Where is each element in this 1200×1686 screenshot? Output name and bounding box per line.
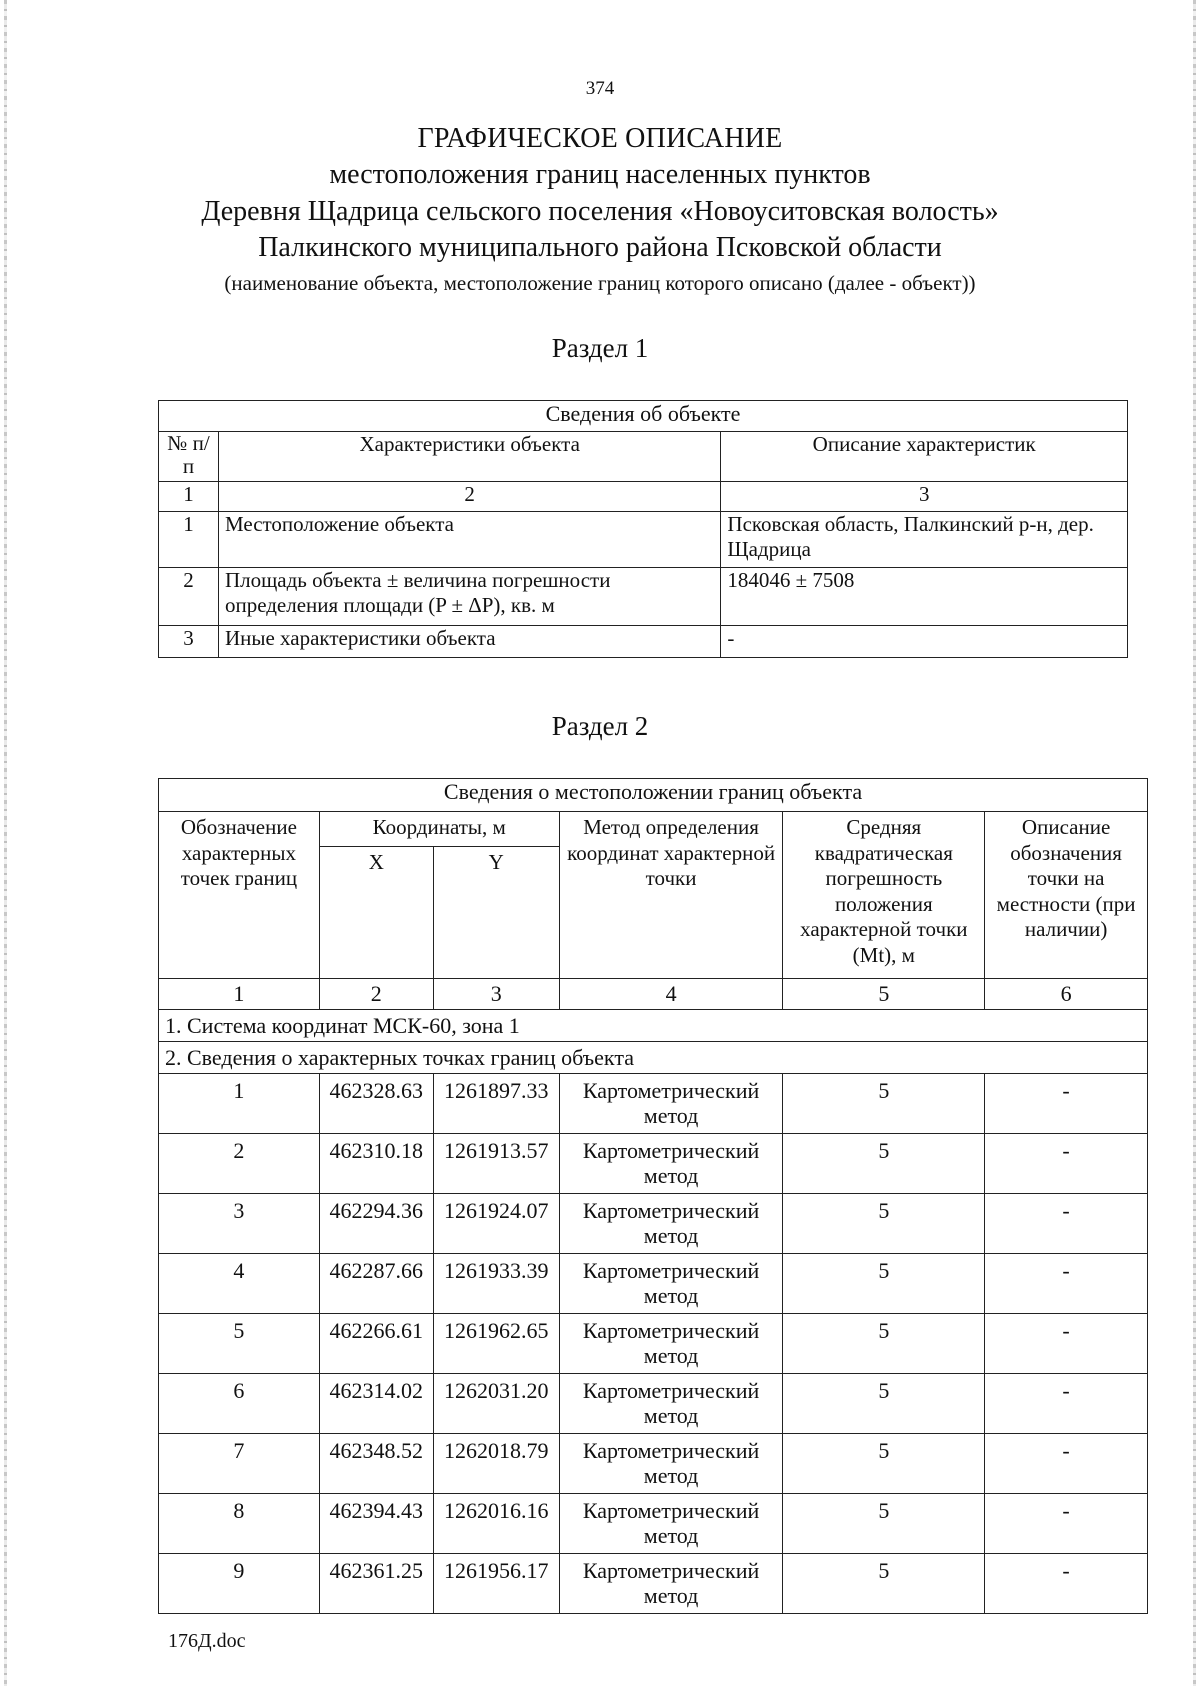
- point-error: 5: [783, 1434, 985, 1494]
- subtitle-line-3: Палкинского муниципального района Псковской области: [258, 232, 942, 263]
- table-row: [159, 1074, 1148, 1134]
- column-header-method: Метод определения координат характерной точки: [559, 812, 783, 979]
- row-number: 3: [159, 626, 219, 658]
- point-method: Картометрический метод: [559, 1494, 783, 1554]
- point-x: 462394.43: [319, 1494, 433, 1554]
- table-title: Сведения о местоположении границ объекта: [159, 779, 1148, 812]
- column-header-description: Описание характеристик: [721, 432, 1128, 482]
- table-title-row: [159, 401, 1128, 432]
- table-row: [159, 1554, 1148, 1614]
- point-y: 1262016.16: [433, 1494, 559, 1554]
- point-terrain: -: [985, 1254, 1148, 1314]
- point-terrain: -: [985, 1554, 1148, 1614]
- point-method: Картометрический метод: [559, 1134, 783, 1194]
- coord-system-row: [159, 1010, 1148, 1042]
- point-x: 462314.02: [319, 1374, 433, 1434]
- table-title: Сведения об объекте: [159, 401, 1128, 432]
- row-characteristic: Иные характеристики объекта: [218, 626, 720, 658]
- subtitle-line-2: Деревня Щадрица сельского поселения «Новоуситовская волость»: [201, 196, 999, 227]
- section-1-heading: Раздел 1: [551, 333, 649, 363]
- point-error: 5: [783, 1194, 985, 1254]
- point-terrain: -: [985, 1434, 1148, 1494]
- column-number: 4: [559, 979, 783, 1010]
- row-description: -: [721, 626, 1128, 658]
- point-terrain: -: [985, 1134, 1148, 1194]
- column-number: 2: [218, 482, 720, 512]
- point-id: 4: [159, 1254, 320, 1314]
- column-header-coords: Координаты, м: [319, 812, 559, 847]
- table-row: [159, 568, 1128, 626]
- page-number: 374: [585, 78, 615, 99]
- point-terrain: -: [985, 1374, 1148, 1434]
- point-method: Картометрический метод: [559, 1194, 783, 1254]
- subtitle-line-1: местоположения границ населенных пунктов: [329, 159, 871, 190]
- column-header-x: X: [319, 847, 433, 979]
- point-id: 9: [159, 1554, 320, 1614]
- column-number: 1: [159, 482, 219, 512]
- table-row: [159, 1374, 1148, 1434]
- point-id: 7: [159, 1434, 320, 1494]
- table-row: [159, 1494, 1148, 1554]
- point-id: 1: [159, 1074, 320, 1134]
- point-error: 5: [783, 1074, 985, 1134]
- point-id: 6: [159, 1374, 320, 1434]
- row-characteristic: Местоположение объекта: [218, 512, 720, 568]
- point-y: 1261962.65: [433, 1314, 559, 1374]
- points-heading-row: [159, 1042, 1148, 1074]
- footer-filename: 176Д.doc: [168, 1630, 246, 1652]
- row-number: 2: [159, 568, 219, 626]
- point-id: 2: [159, 1134, 320, 1194]
- column-header-designation: Обозначение характерных точек границ: [159, 812, 320, 979]
- point-y: 1262031.20: [433, 1374, 559, 1434]
- point-method: Картометрический метод: [559, 1074, 783, 1134]
- point-method: Картометрический метод: [559, 1254, 783, 1314]
- column-number: 6: [985, 979, 1148, 1010]
- column-header-characteristics: Характеристики объекта: [218, 432, 720, 482]
- subtitle-note: (наименование объекта, местоположение границ которого описано (далее - объект)): [224, 271, 976, 295]
- point-terrain: -: [985, 1074, 1148, 1134]
- table-title-row: [159, 779, 1148, 812]
- point-error: 5: [783, 1254, 985, 1314]
- column-number: 3: [721, 482, 1128, 512]
- point-id: 8: [159, 1494, 320, 1554]
- table-row: [159, 626, 1128, 658]
- point-x: 462328.63: [319, 1074, 433, 1134]
- column-number: 1: [159, 979, 320, 1010]
- column-number: 5: [783, 979, 985, 1010]
- point-y: 1261924.07: [433, 1194, 559, 1254]
- point-y: 1262018.79: [433, 1434, 559, 1494]
- point-x: 462294.36: [319, 1194, 433, 1254]
- row-characteristic: Площадь объекта ± величина погрешности определения площади (P ± ΔP), кв. м: [218, 568, 720, 626]
- point-terrain: -: [985, 1194, 1148, 1254]
- column-header-row: [159, 432, 1128, 482]
- point-error: 5: [783, 1554, 985, 1614]
- table-row: [159, 1134, 1148, 1194]
- table-row: [159, 1434, 1148, 1494]
- point-x: 462361.25: [319, 1554, 433, 1614]
- section-2-heading: Раздел 2: [551, 711, 649, 741]
- point-x: 462266.61: [319, 1314, 433, 1374]
- point-method: Картометрический метод: [559, 1314, 783, 1374]
- column-header-num: № п/п: [159, 432, 219, 482]
- points-heading: 2. Сведения о характерных точках границ объекта: [159, 1042, 1148, 1074]
- table-row: [159, 1254, 1148, 1314]
- column-header-terrain: Описание обозначения точки на местности (при наличии): [985, 812, 1148, 979]
- point-terrain: -: [985, 1494, 1148, 1554]
- point-y: 1261897.33: [433, 1074, 559, 1134]
- point-x: 462310.18: [319, 1134, 433, 1194]
- point-x: 462287.66: [319, 1254, 433, 1314]
- column-number: 2: [319, 979, 433, 1010]
- point-y: 1261933.39: [433, 1254, 559, 1314]
- point-terrain: -: [985, 1314, 1148, 1374]
- row-description: Псковская область, Палкинский р-н, дер. Щадрица: [721, 512, 1128, 568]
- document-title: ГРАФИЧЕСКОЕ ОПИСАНИЕ: [417, 123, 783, 154]
- column-number-row: [159, 979, 1148, 1010]
- column-number-row: [159, 482, 1128, 512]
- column-header-error: Средняя квадратическая погрешность положения характерной точки (Mt), м: [783, 812, 985, 979]
- point-error: 5: [783, 1374, 985, 1434]
- point-y: 1261956.17: [433, 1554, 559, 1614]
- point-y: 1261913.57: [433, 1134, 559, 1194]
- point-x: 462348.52: [319, 1434, 433, 1494]
- row-description: 184046 ± 7508: [721, 568, 1128, 626]
- table-row: [159, 1314, 1148, 1374]
- point-method: Картометрический метод: [559, 1434, 783, 1494]
- table-row: [159, 512, 1128, 568]
- point-error: 5: [783, 1494, 985, 1554]
- column-header-row: [159, 812, 1148, 847]
- column-header-y: Y: [433, 847, 559, 979]
- table-row: [159, 1194, 1148, 1254]
- row-number: 1: [159, 512, 219, 568]
- point-method: Картометрический метод: [559, 1554, 783, 1614]
- column-number: 3: [433, 979, 559, 1010]
- point-error: 5: [783, 1314, 985, 1374]
- point-error: 5: [783, 1134, 985, 1194]
- coord-system: 1. Система координат МСК-60, зона 1: [159, 1010, 1148, 1042]
- point-id: 5: [159, 1314, 320, 1374]
- object-info-table: [158, 400, 1128, 658]
- point-method: Картометрический метод: [559, 1374, 783, 1434]
- boundary-points-table: [158, 778, 1148, 1614]
- point-id: 3: [159, 1194, 320, 1254]
